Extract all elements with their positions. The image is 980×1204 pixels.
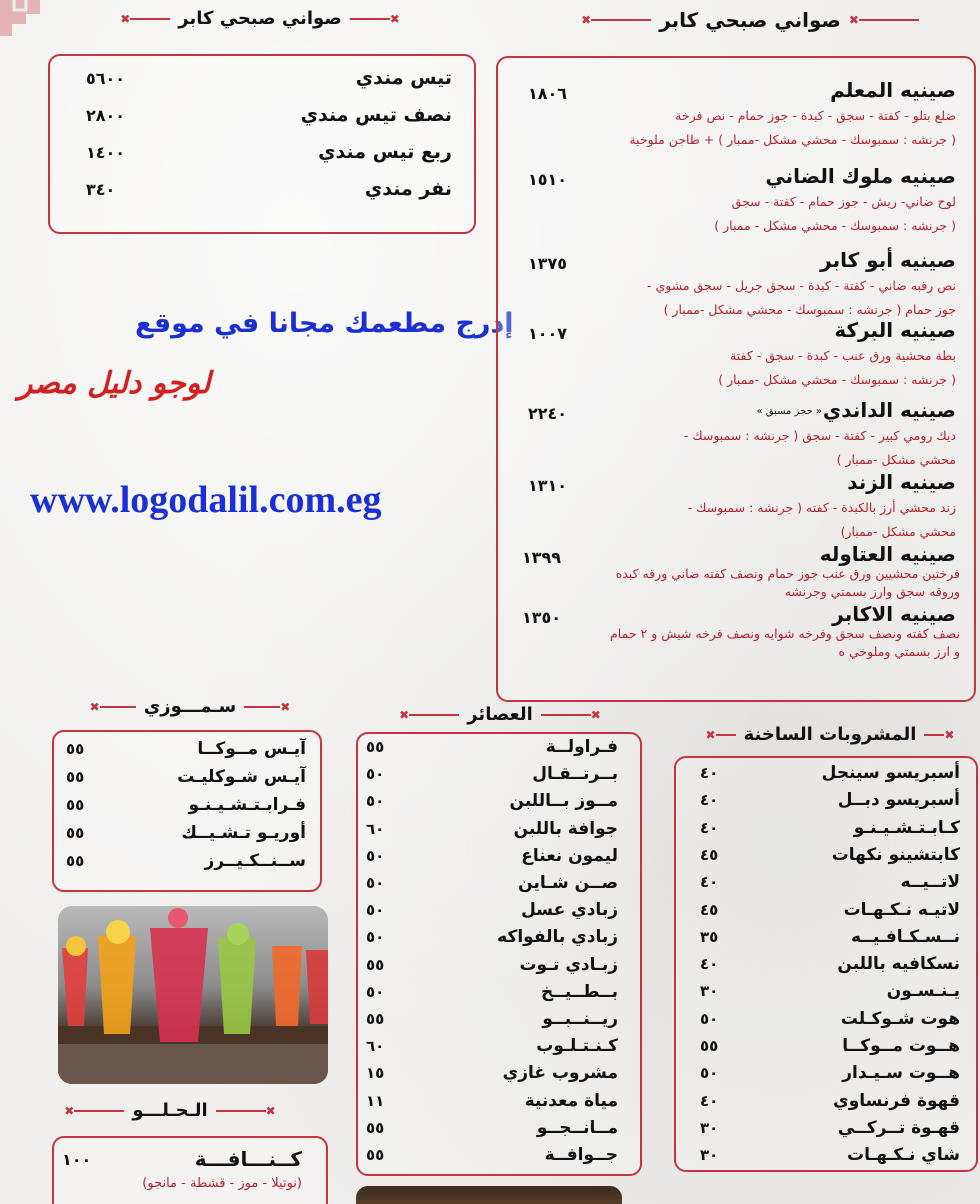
item-price: ٥٥: [66, 768, 85, 786]
menu-item: [366, 924, 618, 950]
item-price: ٦٠: [366, 1037, 385, 1056]
menu-item: [700, 1115, 960, 1141]
item-price: ٢٨٠٠: [86, 105, 126, 125]
item-name: نــسـكـافـيــه: [850, 926, 960, 947]
item-name: أسبريسو دبــل: [837, 790, 960, 811]
section-title-smoothie: [60, 696, 320, 717]
menu-item: [700, 787, 960, 813]
menu-item: [86, 138, 452, 166]
promo-url-link[interactable]: www.logodalil.com.eg: [30, 479, 382, 521]
item-price: ٤٠: [700, 764, 719, 782]
item-price: ٥٥: [366, 1146, 385, 1164]
item-name: صــن شـاين: [518, 873, 618, 893]
menu-item: [366, 816, 618, 842]
item-price: ٣٤٠: [86, 179, 116, 199]
menu-item: [700, 869, 960, 895]
item-price: ١٥: [366, 1064, 385, 1083]
item-price: ٥٥: [66, 824, 85, 842]
item-price: ٤٠: [700, 818, 719, 837]
menu-item: [366, 979, 618, 1005]
item-name: ريــنــبــو: [542, 1009, 618, 1029]
section-title-text: العصائر: [467, 704, 533, 725]
item-name: بــطــيــخ: [541, 981, 618, 1002]
menu-item: [700, 1033, 960, 1059]
tray-name: صينيه أبو كابر: [820, 248, 956, 272]
tray-name: صينيه الداندي: [822, 398, 956, 422]
juice-glasses-photo: [58, 906, 328, 1084]
cross-ornament-icon: ✖: [581, 13, 592, 27]
menu-item: [66, 792, 306, 818]
item-price: ٣٠: [700, 1118, 719, 1137]
section-title-text: الـحـلـــو: [132, 1100, 208, 1121]
menu-item: [700, 951, 960, 977]
menu-item: [366, 734, 618, 760]
item-price: ٥٥: [66, 796, 85, 814]
item-name: قهوة فرنساوي: [833, 1090, 960, 1111]
section-title-text: صواني صبحي كابر: [659, 8, 841, 32]
item-name: جوافة باللبن: [513, 818, 618, 839]
item-name: فـراولــة: [545, 737, 618, 757]
menu-item: [62, 1146, 302, 1172]
item-price: ٥٠: [366, 765, 385, 784]
item-name: هــوت سـيـدار: [842, 1063, 960, 1084]
tray-name: صينيه الزند: [847, 470, 956, 494]
tray-description: بطة محشية ورق عنب - كبدة - سجق - كفتة: [730, 348, 956, 363]
section-title-trays: [520, 8, 980, 32]
item-price: ٤٠: [700, 955, 719, 974]
menu-item: [700, 924, 960, 950]
cross-ornament-icon: ✖: [89, 699, 100, 714]
tray-description: فرختين محشيين ورق عنب جوز حمام ونصف كفته ضاني ورقه كبده: [615, 566, 960, 581]
section-title-hot-drinks: [690, 724, 970, 745]
tray-price: ١٥١٠: [528, 170, 568, 189]
item-name: نفر مندي: [364, 178, 452, 200]
item-name: كـنـتـلـوب: [536, 1036, 618, 1057]
corner-ornament-icon: [0, 0, 60, 36]
tray-description: لوح ضاني- ريش - جوز حمام - كفتة - سجق: [731, 194, 956, 209]
menu-item: [86, 175, 452, 203]
menu-item: [700, 842, 960, 868]
item-name: جــوافــة: [544, 1145, 618, 1165]
item-price: ٥٦٠٠: [86, 68, 126, 88]
item-name: نسكافيه باللبن: [837, 954, 960, 975]
tray-description: ( جرنشه : سمبوسك - محشي مشكل -ممبار ): [718, 372, 956, 387]
item-name: فـرابـتـشـيـنـو: [188, 795, 306, 815]
item-name: آيـس مــوكــا: [197, 739, 306, 759]
item-name: تيس مندي: [355, 67, 452, 89]
item-price: ٥٥: [66, 740, 85, 758]
item-price: ٤٠: [700, 873, 719, 892]
tray-name: صينيه المعلم: [830, 78, 956, 102]
tray-price: ١٠٠٧: [528, 324, 568, 343]
menu-item: [66, 736, 306, 762]
tray-description: ( جرنشه : سمبوسك - محشي مشكل -ممبار ) + طاجن ملوخية: [629, 132, 956, 147]
tray-name: صينيه العتاوله: [819, 542, 956, 566]
item-name: قهـوة تــركــي: [837, 1117, 960, 1138]
menu-item: [700, 1060, 960, 1086]
cross-ornament-icon: ✖: [64, 1103, 75, 1118]
item-name: مياة معدنية: [524, 1090, 618, 1111]
item-price: ٥٠: [366, 792, 385, 811]
menu-item: [366, 1033, 618, 1059]
item-price: ٣٥: [700, 927, 719, 946]
menu-item: [700, 1088, 960, 1114]
tray-price: ٢٢٤٠: [528, 404, 568, 423]
item-name: ربع تيس مندي: [318, 141, 452, 163]
tray-description: ديك رومي كبير - كفتة - سجق ( جرنشه : سمبوسك -: [683, 428, 956, 443]
menu-item: [366, 788, 618, 814]
item-name: أوريـو تـشـيــك: [181, 823, 306, 843]
item-name: مشروب غازي: [502, 1063, 618, 1084]
menu-item: [700, 897, 960, 923]
tray-description: نصف كفته ونصف سجق وفرخه شوايه ونصف فرخه شيش و ٢ حمام: [610, 626, 960, 641]
tray-name: صينيه البركة: [834, 318, 956, 342]
item-name: كابتشينو نكهات: [831, 844, 960, 865]
tray-name: صينيه الاكابر: [832, 602, 956, 626]
item-name: آيـس شـوكليـت: [177, 767, 306, 787]
item-price: ٥٠: [366, 846, 385, 865]
item-price: ٥٥: [66, 852, 85, 870]
menu-item: [86, 64, 452, 92]
item-name: مــانــجــو: [536, 1117, 618, 1138]
menu-item: [86, 101, 452, 129]
item-name: لاتــيــه: [900, 872, 960, 893]
item-price: ١١: [366, 1091, 385, 1110]
item-name: زبـادي تـوت: [519, 954, 618, 975]
cross-ornament-icon: ✖: [389, 11, 400, 26]
cross-ornament-icon: ✖: [848, 13, 859, 27]
menu-item: [66, 848, 306, 874]
menu-item: [366, 1088, 618, 1114]
tray-description: ( جرنشه : سمبوسك - محشي مشكل - ممبار ): [714, 218, 956, 233]
section-title-text: سـمـــوزي: [143, 696, 237, 717]
item-price: ٥٥: [700, 1037, 719, 1055]
cross-ornament-icon: ✖: [120, 11, 131, 26]
menu-item: [66, 820, 306, 846]
item-name: هــوت مــوكــا: [842, 1036, 960, 1056]
menu-item: [700, 815, 960, 841]
tray-description: محشي مشكل -ممبار ): [836, 452, 956, 467]
item-name: بــرتــقـال: [532, 764, 618, 785]
item-price: ١٠٠: [62, 1149, 92, 1169]
item-price: ٤٠: [700, 1091, 719, 1110]
menu-item: [700, 1006, 960, 1032]
menu-item: [366, 897, 618, 923]
item-price: ٥٠: [366, 928, 385, 947]
item-price: ٣٠: [700, 1146, 719, 1165]
section-title-text: المشروبات الساخنة: [743, 724, 917, 745]
section-title-small-trays: [80, 8, 440, 29]
item-name: هوت شـوكـلت: [840, 1008, 960, 1029]
item-name: ســنــكـيــرز: [204, 851, 306, 871]
menu-item: [66, 764, 306, 790]
item-price: ٤٥: [700, 900, 719, 919]
tray-price: ١٣٩٩: [522, 548, 562, 567]
tray-price: ١٣١٠: [528, 476, 568, 495]
menu-item: [700, 760, 960, 786]
cross-ornament-icon: ✖: [590, 707, 601, 722]
item-price: ٥٥: [366, 738, 385, 756]
promo-line-1: إدرج مطعمك مجانا في موقع: [135, 308, 514, 339]
item-name: يـنـسـون: [886, 981, 960, 1002]
menu-item: [366, 870, 618, 896]
menu-item: [700, 978, 960, 1004]
menu-item: [366, 761, 618, 787]
item-price: ٥٠: [366, 901, 385, 920]
menu-item: [366, 1142, 618, 1168]
item-name: لاتيـه نـكـهـات: [843, 899, 960, 920]
tray-description: وروقه سجق وارز بسمتي وجرنشه: [784, 584, 960, 599]
tray-name: صينيه ملوك الضاني: [765, 164, 956, 188]
cross-ornament-icon: ✖: [265, 1103, 276, 1118]
item-name: شاي نـكـهـات: [847, 1145, 960, 1166]
menu-item: [366, 1006, 618, 1032]
item-price: ٥٥: [366, 955, 385, 974]
section-title-juices: [380, 704, 620, 725]
item-price: ٤٠: [700, 791, 719, 810]
item-name: أسبريسو سينجل: [821, 763, 960, 783]
tray-description: ضلع بتلو - كفتة - سجق - كبدة - جوز حمام - نص فرخة: [675, 108, 956, 123]
tray-description: نص رقبه ضاني - كفتة - كبدة - سجق جريل - سجق مشوي -: [647, 278, 956, 293]
cross-ornament-icon: ✖: [944, 727, 955, 742]
cross-ornament-icon: ✖: [705, 727, 716, 742]
item-price: ٥٠: [700, 1064, 719, 1083]
item-name: مــوز بــاللبن: [509, 791, 618, 812]
item-name: ليمون نعناع: [521, 845, 618, 866]
tray-note: « حجز مسبق »: [756, 406, 822, 417]
tray-price: ١٣٥٠: [522, 608, 562, 627]
food-photo: [356, 1186, 622, 1204]
menu-item: [366, 843, 618, 869]
item-name: زبادي بالفواكه: [497, 927, 618, 948]
item-price: ٥٥: [366, 1010, 385, 1028]
section-title-dessert: [40, 1100, 300, 1121]
item-name: زبادي عسل: [521, 900, 618, 921]
item-name: كــنـــافـــة: [194, 1147, 302, 1171]
item-price: ٣٠: [700, 982, 719, 1001]
menu-item: [700, 1142, 960, 1168]
menu-item: [366, 1115, 618, 1141]
tray-price: ١٨٠٦: [528, 84, 568, 103]
item-price: ٤٥: [700, 845, 719, 864]
promo-line-2: لوجو دليل مصر: [18, 366, 211, 401]
cross-ornament-icon: ✖: [280, 699, 291, 714]
tray-description: و ارز بسمتي وملوخي ه: [838, 644, 960, 659]
tray-description: زند محشي أرز بالكبدة - كفته ( جرنشه : سمبوسك -: [687, 500, 956, 515]
tray-description: جوز حمام ( جرنشه : سمبوسك - محشي مشكل -ممبار ): [663, 302, 956, 317]
tray-description: محشي مشكل -ممبار): [840, 524, 956, 539]
tray-price: ١٣٧٥: [528, 254, 568, 273]
menu-item: [366, 1060, 618, 1086]
item-price: ٥٥: [366, 1118, 385, 1137]
section-title-text: صواني صبحي كابر: [178, 8, 342, 29]
menu-item: [366, 952, 618, 978]
item-price: ٥٠: [366, 982, 385, 1001]
cross-ornament-icon: ✖: [399, 707, 410, 722]
item-price: ٦٠: [366, 819, 385, 838]
item-name: كـابـتـشـيـنـو: [853, 817, 960, 838]
item-price: ٥٠: [700, 1009, 719, 1028]
item-description: (نوتيلا - موز - قشطة - مانجو): [142, 1176, 302, 1191]
item-price: ٥٠: [366, 874, 385, 892]
item-price: ١٤٠٠: [86, 142, 126, 162]
item-name: نصف تيس مندي: [300, 104, 452, 126]
